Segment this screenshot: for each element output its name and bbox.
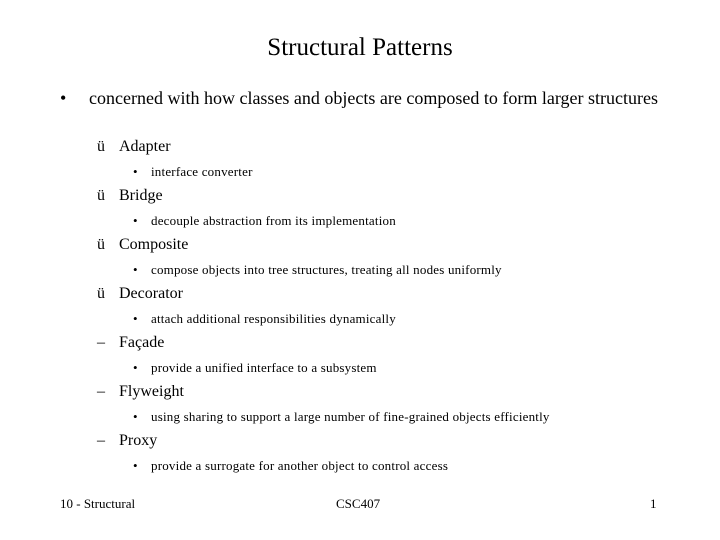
pattern-label: Decorator xyxy=(119,285,183,302)
pattern-item-adapter xyxy=(97,136,171,158)
pattern-description xyxy=(133,310,396,328)
checkmark-icon: ü xyxy=(97,285,105,302)
bullet-icon: • xyxy=(133,164,138,179)
pattern-description-text: compose objects into tree structures, treating all nodes uniformly xyxy=(151,262,502,277)
pattern-description-text: attach additional responsibilities dynamically xyxy=(151,311,396,326)
bullet-icon: • xyxy=(133,458,138,473)
pattern-label: Adapter xyxy=(119,138,171,155)
pattern-item-composite xyxy=(97,234,188,256)
bullet-icon: • xyxy=(133,360,138,375)
pattern-description-text: using sharing to support a large number of fine-grained objects efficiently xyxy=(151,409,550,424)
footer-course: CSC407 xyxy=(336,496,381,511)
pattern-description xyxy=(133,457,448,475)
pattern-description xyxy=(133,163,253,181)
pattern-item-proxy xyxy=(97,430,157,452)
footer-page-number: 1 xyxy=(650,496,657,511)
dash-icon: – xyxy=(97,383,105,400)
pattern-label: Proxy xyxy=(119,432,158,449)
pattern-item-decorator xyxy=(97,283,183,305)
pattern-item-facade xyxy=(97,332,164,354)
pattern-description xyxy=(133,212,396,230)
pattern-description-text: decouple abstraction from its implementation xyxy=(151,213,396,228)
pattern-description xyxy=(133,261,502,279)
pattern-label: Flyweight xyxy=(119,383,184,400)
main-bullet-text: concerned with how classes and objects are composed to form larger structures xyxy=(89,88,658,108)
bullet-icon: • xyxy=(133,213,138,228)
pattern-description-text: provide a unified interface to a subsystem xyxy=(151,360,377,375)
pattern-description xyxy=(133,408,550,426)
checkmark-icon: ü xyxy=(97,187,105,204)
footer-lecture: 10 - Structural xyxy=(60,496,136,511)
main-bullet-marker: • xyxy=(60,88,67,108)
pattern-description-text: interface converter xyxy=(151,164,253,179)
bullet-icon: • xyxy=(133,409,138,424)
checkmark-icon: ü xyxy=(97,138,105,155)
slide-title: Structural Patterns xyxy=(267,34,453,61)
pattern-description-text: provide a surrogate for another object to control access xyxy=(151,458,449,473)
dash-icon: – xyxy=(97,432,105,449)
pattern-description xyxy=(133,359,377,377)
pattern-item-flyweight xyxy=(97,381,184,403)
dash-icon: – xyxy=(97,334,105,351)
bullet-icon: • xyxy=(133,262,138,277)
pattern-label: Composite xyxy=(119,236,189,253)
pattern-label: Bridge xyxy=(119,187,163,204)
pattern-label: Façade xyxy=(119,334,165,351)
pattern-item-bridge xyxy=(97,185,163,207)
bullet-icon: • xyxy=(133,311,138,326)
checkmark-icon: ü xyxy=(97,236,105,253)
